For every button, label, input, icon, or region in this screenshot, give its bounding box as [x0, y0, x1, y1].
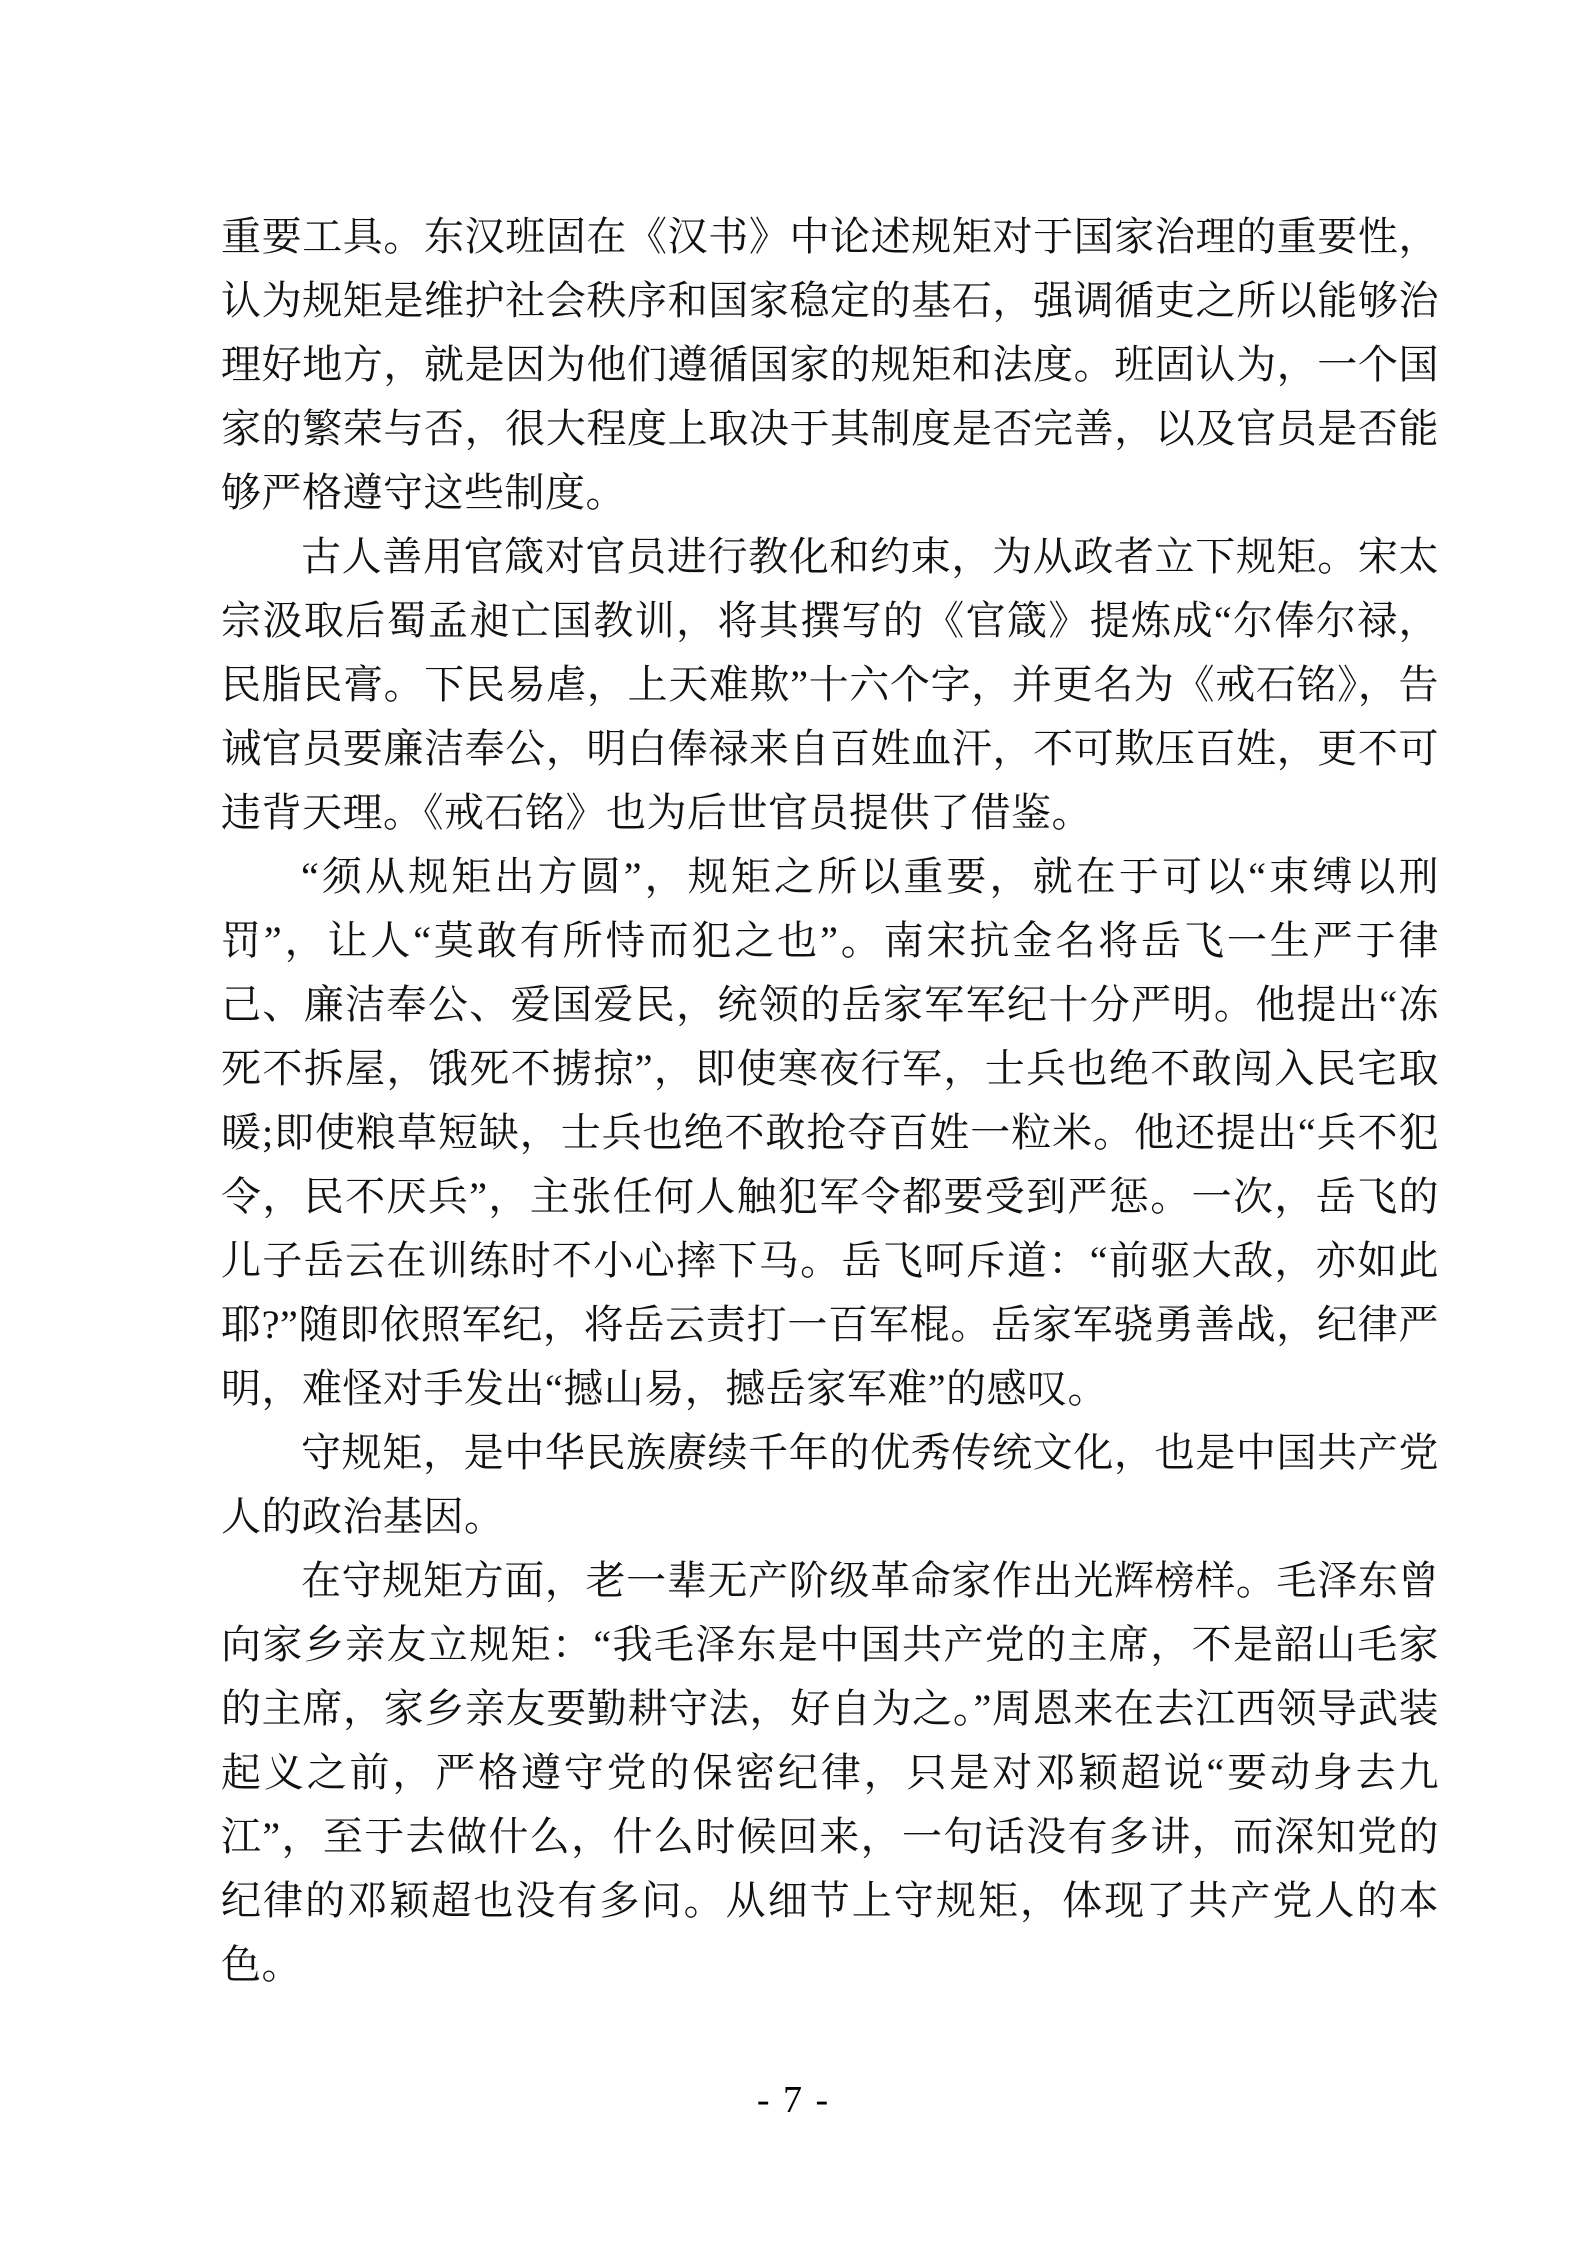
body-paragraph: 守规矩，是中华民族赓续千年的优秀传统文化，也是中国共产党人的政治基因。	[221, 1430, 1439, 1539]
body-paragraph: 在守规矩方面，老一辈无产阶级革命家作出光辉榜样。毛泽东曾向家乡亲友立规矩：“我毛泽东是中国共产党的主席，不是韶山毛家的主席，家乡亲友要勤耕守法，好自为之。”周恩来在去江西领导武装起义之前，严格遵守党的保密纪律，只是对邓颖超说“要动身去九江”，至于去做什么，什么时候回来，一句话没有多讲，而深知党的纪律的邓颖超也没有多问。从细节上守规矩，体现了共产党人的本色。	[221, 1558, 1439, 1987]
body-paragraph: 重要工具。东汉班固在《汉书》中论述规矩对于国家治理的重要性，认为规矩是维护社会秩序和国家稳定的基石，强调循吏之所以能够治理好地方，就是因为他们遵循国家的规矩和法度。班固认为，一个国家的繁荣与否，很大程度上取决于其制度是否完善，以及官员是否能够严格遵守这些制度。	[221, 214, 1439, 515]
body-paragraph: 古人善用官箴对官员进行教化和约束，为从政者立下规矩。宋太宗汲取后蜀孟昶亡国教训，将其撰写的《官箴》提炼成“尔俸尔禄，民脂民膏。下民易虐，上天难欺”十六个字，并更名为《戒石铭》，告诫官员要廉洁奉公，明白俸禄来自百姓血汗，不可欺压百姓，更不可违背天理。《戒石铭》也为后世官员提供了借鉴。	[221, 534, 1439, 835]
page-body-text	[221, 205, 1439, 1997]
body-paragraph: “须从规矩出方圆”，规矩之所以重要，就在于可以“束缚以刑罚”，让人“莫敢有所恃而犯之也”。南宋抗金名将岳飞一生严于律己、廉洁奉公、爱国爱民，统领的岳家军军纪十分严明。他提出“冻死不拆屋，饿死不掳掠”，即使寒夜行军，士兵也绝不敢闯入民宅取暖;即使粮草短缺，士兵也绝不敢抢夺百姓一粒米。他还提出“兵不犯令，民不厌兵”，主张任何人触犯军令都要受到严惩。一次，岳飞的儿子岳云在训练时不小心摔下马。岳飞呵斥道：“前驱大敌，亦如此耶?”随即依照军纪，将岳云责打一百军棍。岳家军骁勇善战，纪律严明，难怪对手发出“撼山易，撼岳家军难”的感叹。	[221, 854, 1439, 1411]
page-number: - 7 -	[756, 2079, 831, 2121]
